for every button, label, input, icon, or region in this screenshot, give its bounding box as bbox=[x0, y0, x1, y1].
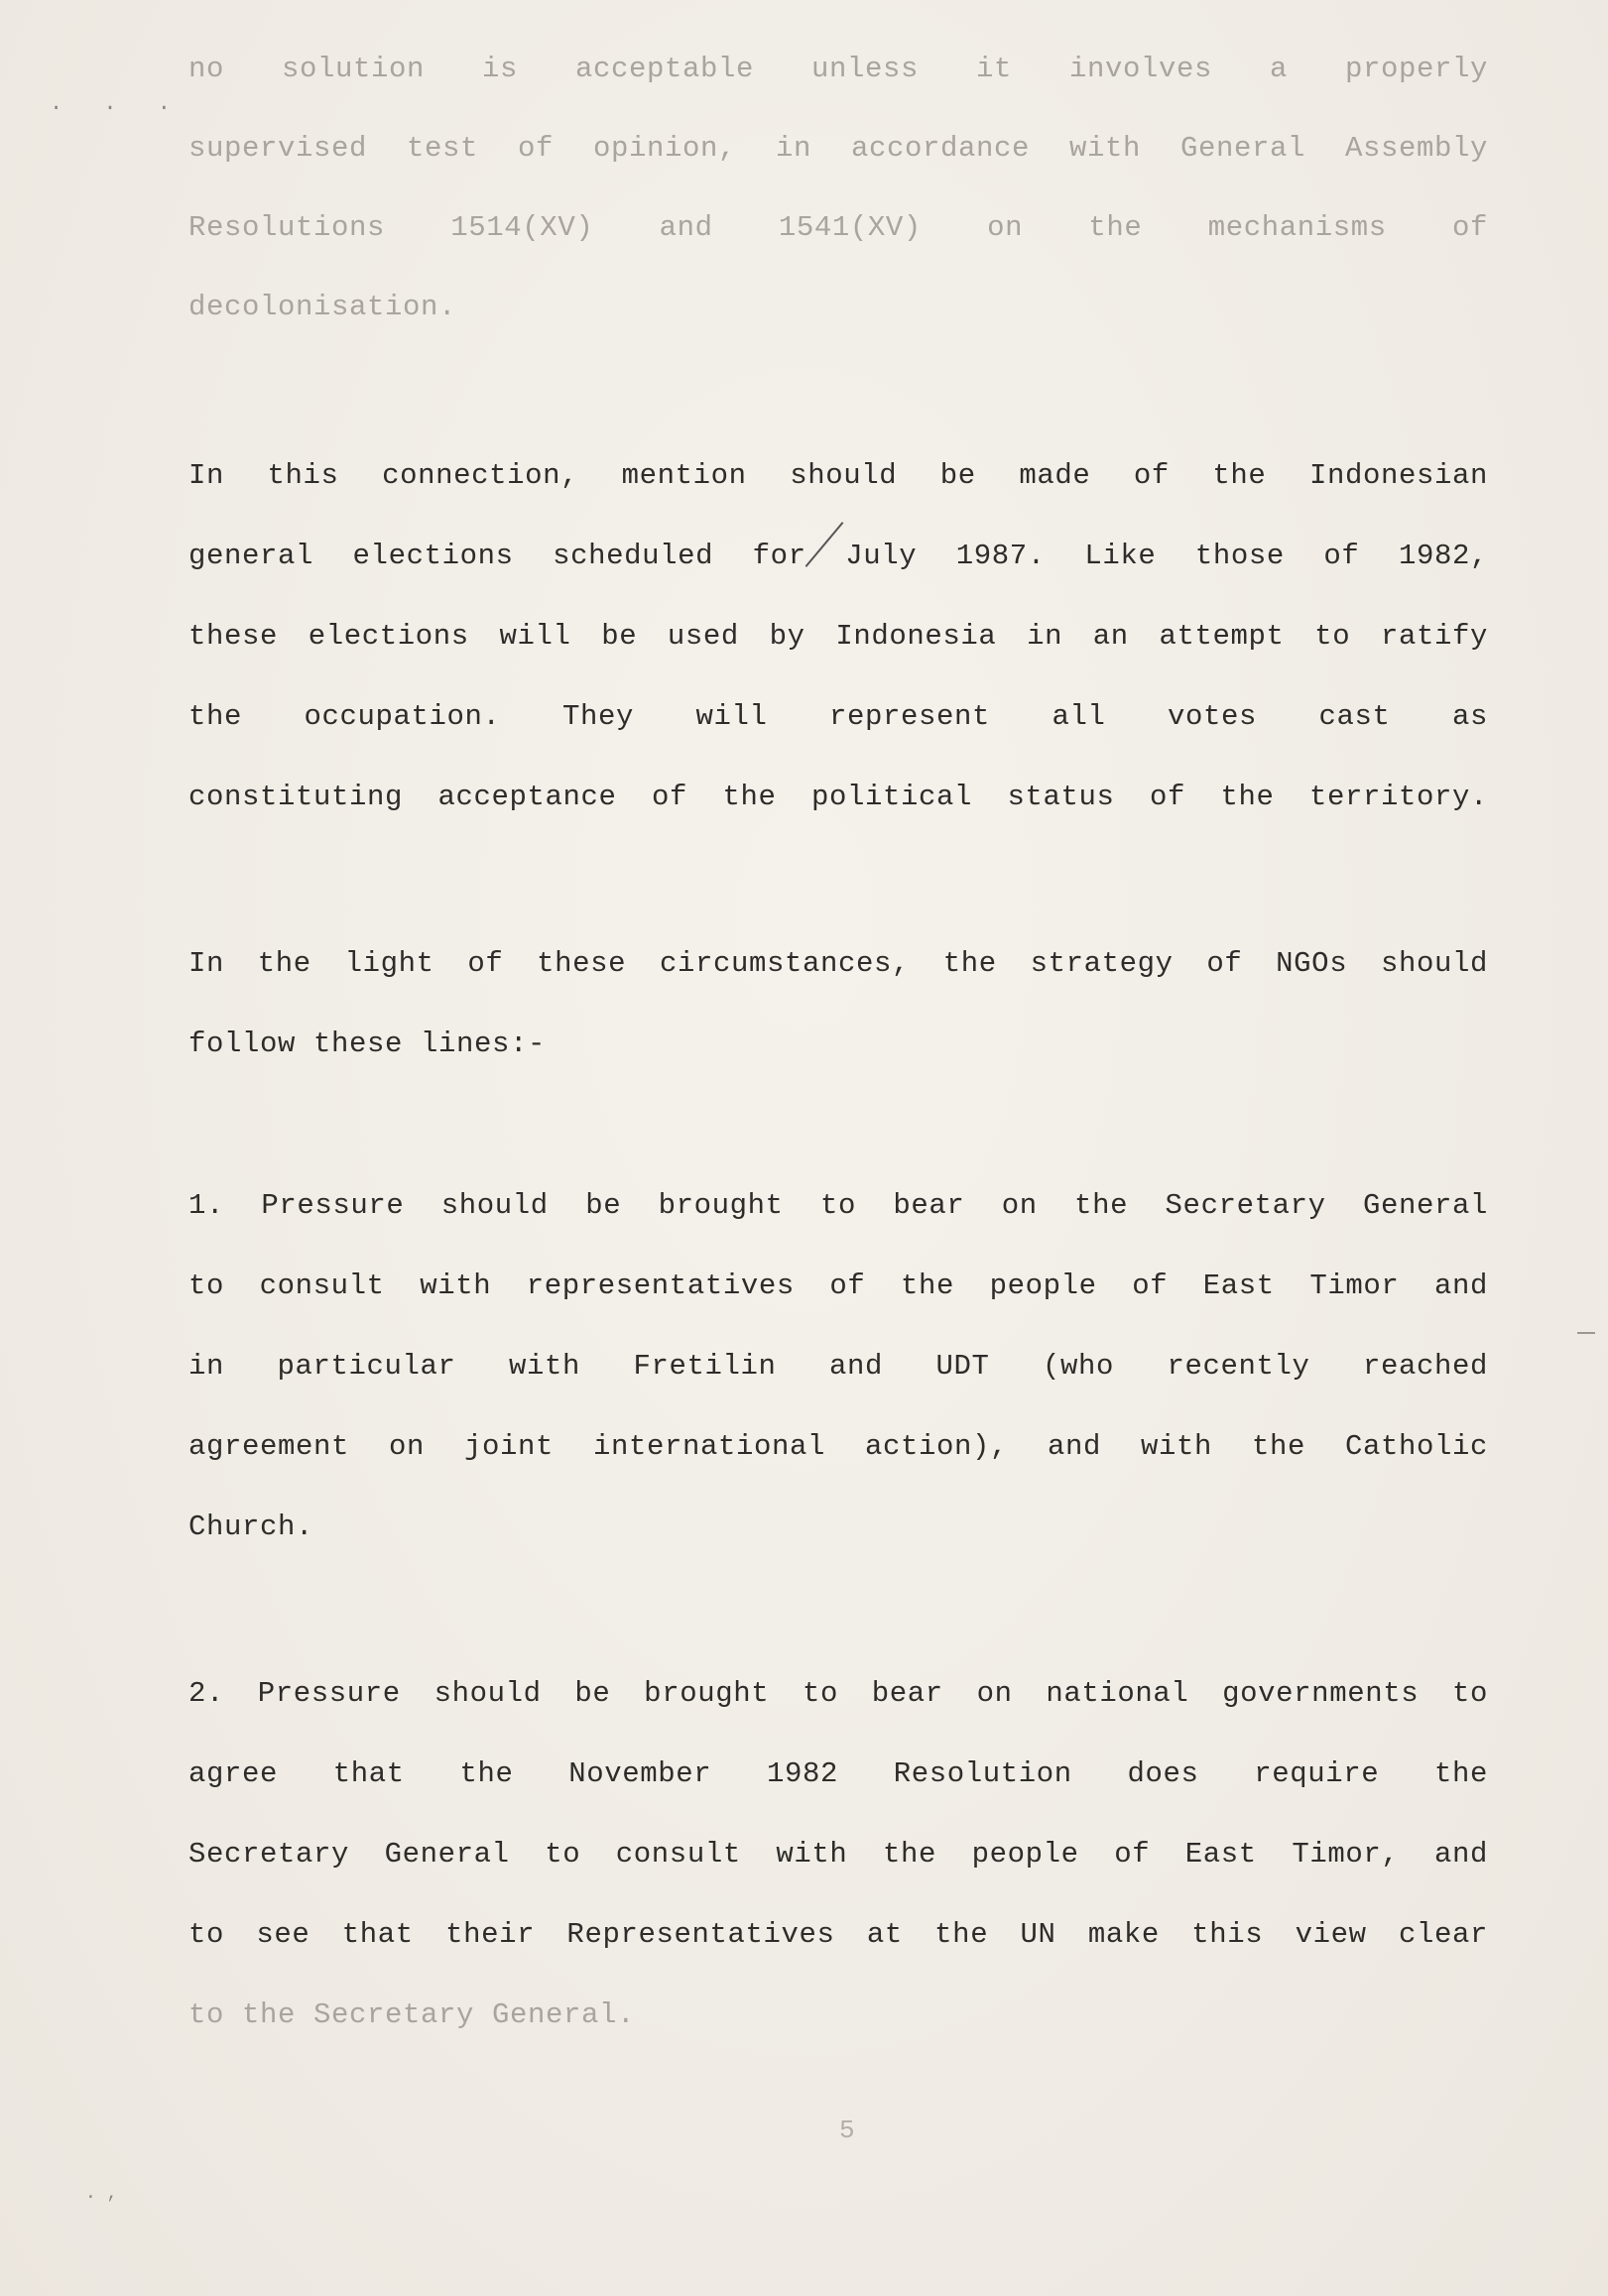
text-line: Church. bbox=[188, 1511, 314, 1543]
text-line: agreement on joint international action), and with the Catholic bbox=[188, 1430, 1488, 1463]
text-line: no solution is acceptable unless it involves a properly bbox=[188, 53, 1488, 85]
text-line: constituting acceptance of the political status of the territory. bbox=[188, 781, 1488, 813]
text-line: to see that their Representatives at the UN make this view clear bbox=[188, 1918, 1488, 1951]
text-line: In the light of these circumstances, the strategy of NGOs should bbox=[188, 947, 1488, 980]
text-line: 1. Pressure should be brought to bear on the Secretary General bbox=[188, 1189, 1488, 1222]
text-line: decolonisation. bbox=[188, 291, 457, 323]
margin-dots: . . . bbox=[50, 91, 186, 116]
text-line: the occupation. They will represent all votes cast as bbox=[188, 700, 1488, 733]
text-line: Secretary General to consult with the people of East Timor, and bbox=[188, 1838, 1488, 1871]
text-line: Resolutions 1514(XV) and 1541(XV) on the mechanisms of bbox=[188, 211, 1488, 244]
text-line: these elections will be used by Indonesia in an attempt to ratify bbox=[188, 620, 1488, 653]
text-line: supervised test of opinion, in accordance with General Assembly bbox=[188, 132, 1488, 165]
text-line: to the Secretary General. bbox=[188, 1998, 636, 2031]
text-line: 2. Pressure should be brought to bear on national governments to bbox=[188, 1677, 1488, 1710]
margin-mark bbox=[1577, 1332, 1595, 1334]
text-line: agree that the November 1982 Resolution does require the bbox=[188, 1757, 1488, 1790]
text-line: general elections scheduled for July 1987. Like those of 1982, bbox=[188, 540, 1488, 572]
margin-mark: . , bbox=[85, 2184, 118, 2204]
text-line: in particular with Fretilin and UDT (who recently reached bbox=[188, 1350, 1488, 1383]
page-number: 5 bbox=[839, 2115, 855, 2145]
text-line: In this connection, mention should be made of the Indonesian bbox=[188, 459, 1488, 492]
text-line: follow these lines:- bbox=[188, 1027, 547, 1060]
text-line: to consult with representatives of the people of East Timor and bbox=[188, 1269, 1488, 1302]
